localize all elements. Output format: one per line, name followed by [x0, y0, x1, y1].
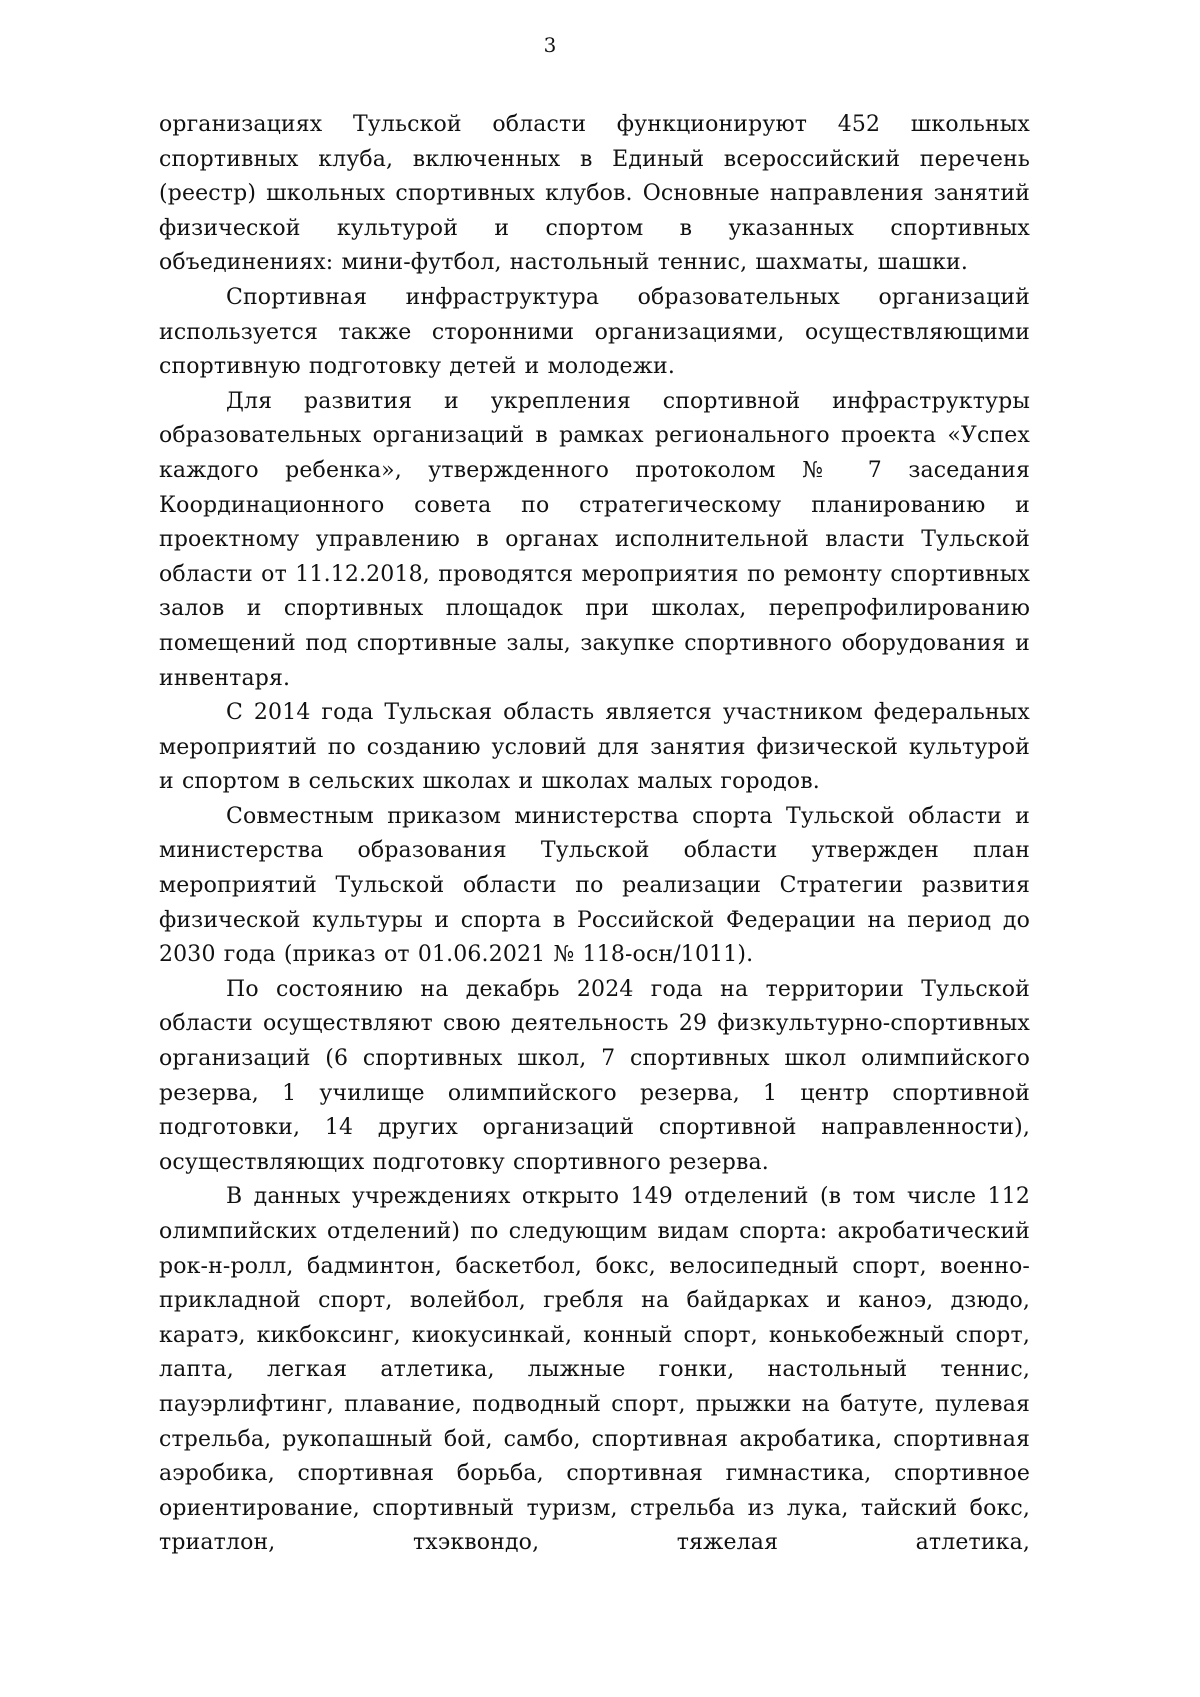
paragraph: С 2014 года Тульская область является участником федеральных мероприятий по созданию условий для занятия физической культурой и спортом в сельских школах и школах малых городов.: [159, 700, 1030, 795]
paragraph: Для развития и укрепления спортивной инфраструктуры образовательных организаций в рамках регионального проекта «Успех каждого ребенка», утвержденного протоколом № 7 заседания Координационного совета по стратегическому планированию и проектному управлению в органах исполнительной власти Тульской области от 11.12.2018, проводятся мероприятия по ремонту спортивных залов и спортивных площадок при школах, перепрофилированию помещений под спортивные залы, закупке спортивного оборудования и инвентаря.: [159, 388, 1030, 691]
paragraph: Спортивная инфраструктура образовательных организаций используется также сторонними организациями, осуществляющими спортивную подготовку детей и молодежи.: [159, 284, 1030, 380]
document-body: [159, 108, 1030, 1561]
paragraph: По состоянию на декабрь 2024 года на территории Тульской области осуществляют свою деятельность 29 физкультурно-спортивных организаций (6 спортивных школ, 7 спортивных школ олимпийского резерва, 1 училище олимпийского резерва, 1 центр спортивной подготовки, 14 других организаций спортивной направленности), осуществляющих подготовку спортивного резерва.: [159, 976, 1030, 1175]
paragraph: Совместным приказом министерства спорта Тульской области и министерства образования Тульской области утвержден план мероприятий Тульской области по реализации Стратегии развития физической культуры и спорта в Российской Федерации на период до 2030 года (приказ от 01.06.2021 № 118-осн/1011).: [159, 803, 1030, 968]
paragraph: организациях Тульской области функционируют 452 школьных спортивных клуба, включенных в Единый всероссийский перечень (реестр) школьных спортивных клубов. Основные направления занятий физической культурой и спортом в указанных спортивных объединениях: мини-футбол, настольный теннис, шахматы, шашки.: [159, 112, 1030, 276]
paragraph: В данных учреждениях открыто 149 отделений (в том числе 112 олимпийских отделений) по следующим видам спорта: акробатический рок-н-ролл, бадминтон, баскетбол, бокс, велосипедный спорт, военно-прикладной спорт, волейбол, гребля на байдарках и каноэ, дзюдо, каратэ, кикбоксинг, киокусинкай, конный спорт, конькобежный спорт, лапта, легкая атлетика, лыжные гонки, настольный теннис, пауэрлифтинг, плавание, подводный спорт, прыжки на батуте, пулевая стрельба, рукопашный бой, самбо, спортивная акробатика, спортивная аэробика, спортивная борьба, спортивная гимнастика, спортивное ориентирование, спортивный туризм, стрельба из лука, тайский бокс, триатлон, тхэквондо, тяжелая атлетика,: [159, 1184, 1030, 1556]
page-number: 3: [543, 33, 557, 57]
